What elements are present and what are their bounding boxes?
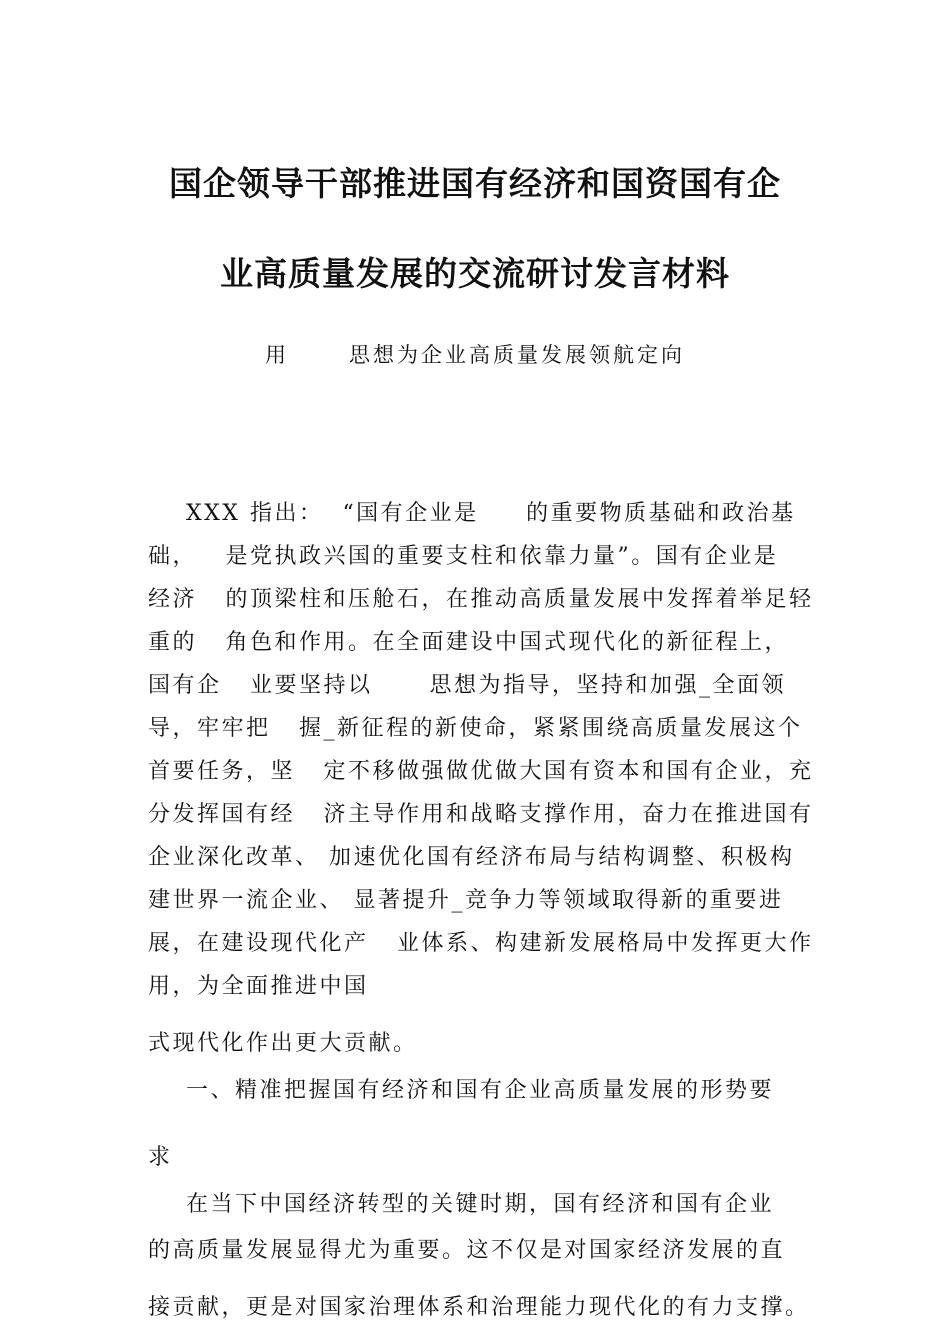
body-line: 国有企 业要坚持以 思想为指导，坚持和加强_全面领 — [148, 673, 786, 698]
section-heading-line: 一、精准把握国有经济和国有企业高质量发展的形势要 — [148, 1078, 774, 1103]
body-line: 重的 角色和作用。在全面建设中国式现代化的新征程上， — [148, 630, 789, 655]
subtitle-left: 用 — [265, 343, 289, 367]
body-line: 础， 是党执政兴国的重要支柱和依靠力量”。国有企业是 — [148, 544, 779, 569]
body-line: 分发挥国有经 济主导作用和战略支撑作用，奋力在推进国有 — [148, 802, 814, 827]
body-line: 经济 的顶梁柱和压舱石，在推动高质量发展中发挥着举足轻 — [148, 587, 814, 612]
body-line: 导，牢牢把 握_新征程的新使命，紧紧围绕高质量发展这个 — [148, 716, 803, 741]
body-line: 首要任务，坚 定不移做强做优做大国有资本和国有企业，充 — [148, 759, 814, 784]
body-line: 展，在建设现代化产 业体系、构建新发展格局中发挥更大作 — [148, 931, 814, 956]
document-subtitle — [0, 339, 950, 369]
body-line: 式现代化作出更大贡献。 — [148, 1031, 418, 1056]
body-line: 用，为全面推进中国 — [148, 974, 369, 999]
subtitle-right: 思想为企业高质量发展领航定向 — [349, 343, 685, 367]
body-line: 在当下中国经济转型的关键时期，国有经济和国有企业 — [148, 1192, 774, 1217]
body-line: 企业深化改革、 加速优化国有经济布局与结构调整、积极构 — [148, 845, 795, 870]
body-line: 建世界一流企业、 显著提升_竞争力等领域取得新的重要进 — [148, 888, 784, 913]
section-heading-line: 求 — [148, 1145, 173, 1170]
body-line: XXX 指出： “国有企业是 的重要物质基础和政治基 — [148, 501, 796, 526]
body-line: 接贡献，更是对国家治理体系和治理能力现代化的有力支撑。 — [148, 1295, 810, 1320]
document-title-line-2: 业高质量发展的交流研讨发言材料 — [220, 254, 730, 293]
body-line: 的高质量发展显得尤为重要。这不仅是对国家经济发展的直 — [148, 1238, 786, 1263]
document-title-line-1: 国企领导干部推进国有经济和国资国有企 — [169, 164, 781, 203]
